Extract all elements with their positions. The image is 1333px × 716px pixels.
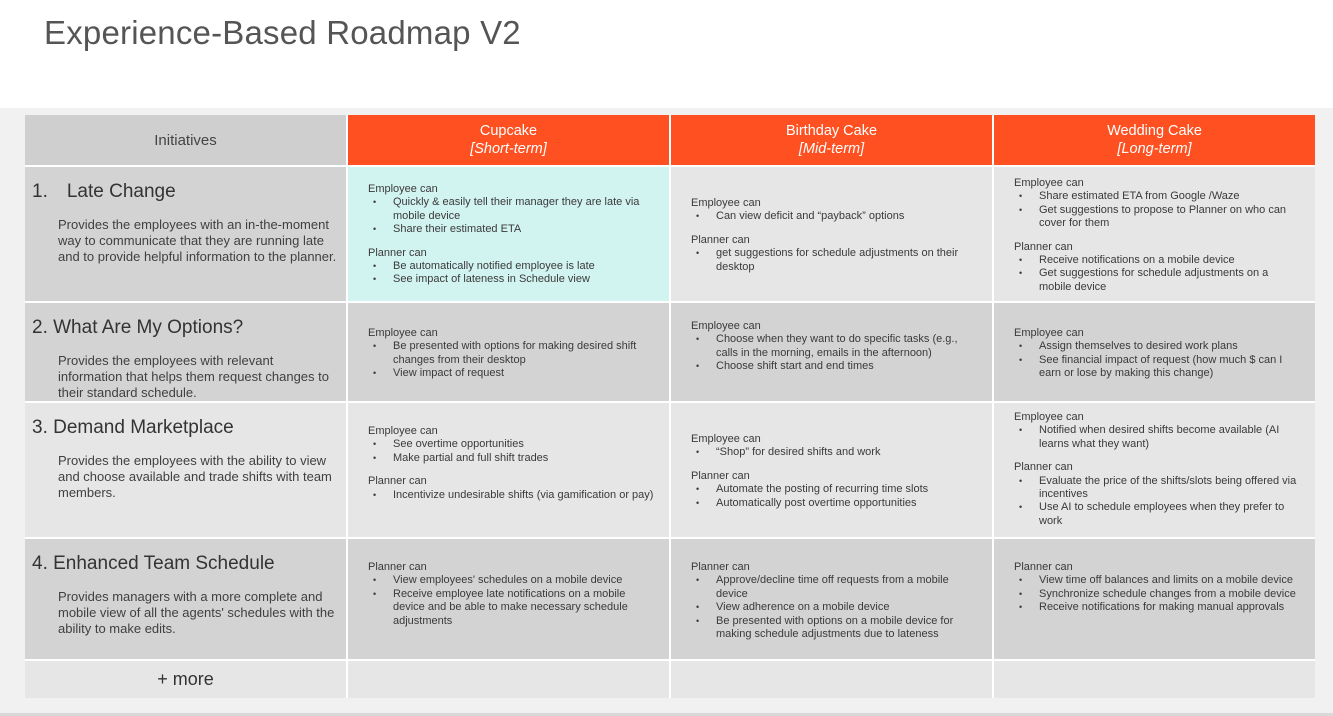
group-heading: Planner can bbox=[691, 561, 750, 573]
roadmap-cell bbox=[671, 167, 992, 301]
capability-list bbox=[368, 340, 657, 380]
group-heading: Planner can bbox=[368, 246, 427, 259]
capability-item: • Receive employee late notifications on a mobile device and be able to make necessary schedule adjustments bbox=[368, 588, 657, 628]
capability-group bbox=[1014, 327, 1303, 381]
header-birthday-cake bbox=[671, 115, 992, 165]
roadmap-cell bbox=[348, 167, 669, 301]
capability-item: • Receive notifications for making manual approvals bbox=[1014, 601, 1303, 614]
capability-list bbox=[691, 210, 980, 223]
group-heading: Employee can bbox=[368, 183, 438, 195]
group-heading: Planner can bbox=[1014, 561, 1073, 573]
initiative-cell bbox=[25, 167, 346, 301]
header-term: [Mid-term] bbox=[798, 141, 865, 157]
roadmap-cell bbox=[994, 303, 1315, 401]
capability-item: • Be presented with options for making desired shift changes from their desktop bbox=[368, 340, 657, 367]
capability-item: • Share estimated ETA from Google /Waze bbox=[1014, 190, 1303, 203]
group-heading: Planner can bbox=[368, 561, 427, 573]
group-heading: Planner can bbox=[368, 475, 427, 488]
capability-item: • Be presented with options on a mobile device for making schedule adjustments due to lateness bbox=[691, 615, 980, 642]
initiative-description: Provides managers with a more complete and mobile view of all the agents' schedules with the ability to make edits. bbox=[58, 589, 335, 636]
capability-group bbox=[1014, 177, 1303, 231]
capability-list bbox=[368, 196, 657, 236]
group-heading: Employee can bbox=[691, 197, 761, 209]
group-heading: Employee can bbox=[368, 327, 438, 339]
roadmap-cell bbox=[994, 539, 1315, 659]
capability-item: • Approve/decline time off requests from a mobile device bbox=[691, 574, 980, 601]
capability-item: • Automatically post overtime opportunities bbox=[691, 497, 980, 510]
capability-item: • Use AI to schedule employees when they prefer to work bbox=[1014, 501, 1303, 528]
capability-list bbox=[368, 438, 657, 465]
initiative-description: Provides the employees with relevant information that helps them request changes to their standard schedule. bbox=[58, 353, 329, 400]
header-term: [Long-term] bbox=[1117, 141, 1192, 157]
capability-item: • “Shop” for desired shifts and work bbox=[691, 446, 980, 459]
capability-item: • See financial impact of request (how much $ can I earn or lose by making this change) bbox=[1014, 354, 1303, 381]
capability-group bbox=[1014, 561, 1303, 615]
capability-group bbox=[368, 425, 657, 465]
capability-item: • Be automatically notified employee is late bbox=[368, 260, 657, 273]
capability-list bbox=[1014, 574, 1303, 614]
capability-item: • Synchronize schedule changes from a mobile device bbox=[1014, 588, 1303, 601]
capability-item: • Choose when they want to do specific tasks (e.g., calls in the morning, emails in the afternoon) bbox=[691, 333, 980, 360]
capability-item: • get suggestions for schedule adjustments on their desktop bbox=[691, 247, 980, 274]
empty-cell bbox=[671, 661, 992, 698]
capability-item: • View time off balances and limits on a mobile device bbox=[1014, 574, 1303, 587]
initiative-cell bbox=[25, 303, 346, 401]
more-link[interactable]: + more bbox=[25, 661, 346, 698]
roadmap-cell bbox=[348, 303, 669, 401]
initiative-description: Provides the employees with an in-the-moment way to communicate that they are running late and to provide helpful information to the planner. bbox=[58, 217, 337, 264]
roadmap-table bbox=[25, 115, 1315, 698]
group-heading: Employee can bbox=[691, 320, 761, 332]
capability-item: • View impact of request bbox=[368, 367, 657, 380]
capability-item: • Get suggestions to propose to Planner on who can cover for them bbox=[1014, 204, 1303, 231]
capability-item: • Evaluate the price of the shifts/slots being offered via incentives bbox=[1014, 475, 1303, 502]
capability-group bbox=[691, 197, 980, 224]
roadmap-cell bbox=[671, 303, 992, 401]
capability-group bbox=[1014, 241, 1303, 295]
initiative-description: Provides the employees with the ability to view and choose available and trade shifts with team members. bbox=[58, 453, 332, 500]
capability-group bbox=[368, 475, 657, 502]
capability-item: • Share their estimated ETA bbox=[368, 223, 657, 236]
capability-item: • Choose shift start and end times bbox=[691, 360, 980, 373]
capability-list bbox=[1014, 190, 1303, 230]
initiative-name: 3. Demand Marketplace bbox=[32, 417, 234, 438]
header-wedding-cake bbox=[994, 115, 1315, 165]
capability-item: • Get suggestions for schedule adjustments on a mobile device bbox=[1014, 267, 1303, 294]
capability-list bbox=[1014, 424, 1303, 451]
group-heading: Planner can bbox=[691, 233, 750, 246]
capability-group bbox=[368, 183, 657, 237]
group-heading: Employee can bbox=[691, 433, 761, 445]
capability-item: • Assign themselves to desired work plans bbox=[1014, 340, 1303, 353]
capability-list bbox=[691, 247, 980, 274]
group-heading: Planner can bbox=[1014, 461, 1073, 474]
capability-list bbox=[691, 574, 980, 641]
capability-list bbox=[368, 260, 657, 287]
capability-item: • See impact of lateness in Schedule view bbox=[368, 273, 657, 286]
capability-item: • Receive notifications on a mobile device bbox=[1014, 254, 1303, 267]
roadmap-cell bbox=[671, 539, 992, 659]
capability-list bbox=[691, 333, 980, 373]
capability-item: • Make partial and full shift trades bbox=[368, 452, 657, 465]
capability-item: • View adherence on a mobile device bbox=[691, 601, 980, 614]
initiative-name: 2. What Are My Options? bbox=[32, 317, 244, 338]
capability-list bbox=[691, 446, 980, 459]
capability-item: • See overtime opportunities bbox=[368, 438, 657, 451]
capability-group bbox=[691, 470, 980, 510]
capability-group bbox=[691, 234, 980, 274]
group-heading: Employee can bbox=[368, 425, 438, 437]
group-heading: Planner can bbox=[691, 469, 750, 482]
page-title: Experience-Based Roadmap V2 bbox=[44, 14, 521, 51]
roadmap-cell bbox=[348, 403, 669, 537]
empty-cell bbox=[348, 661, 669, 698]
roadmap-cell bbox=[348, 539, 669, 659]
capability-item: • Quickly & easily tell their manager they are late via mobile device bbox=[368, 196, 657, 223]
capability-group bbox=[368, 247, 657, 287]
capability-item: • Notified when desired shifts become available (AI learns what they want) bbox=[1014, 424, 1303, 451]
header-initiatives: Initiatives bbox=[25, 115, 346, 165]
header-name: Birthday Cake bbox=[785, 123, 878, 139]
capability-group bbox=[691, 320, 980, 374]
capability-group bbox=[1014, 411, 1303, 451]
capability-list bbox=[691, 483, 980, 510]
capability-list bbox=[368, 574, 657, 628]
initiative-cell bbox=[25, 539, 346, 659]
group-heading: Employee can bbox=[1014, 411, 1084, 423]
roadmap-cell bbox=[994, 167, 1315, 301]
capability-group bbox=[368, 561, 657, 628]
capability-item: • Can view deficit and “payback” options bbox=[691, 210, 980, 223]
initiative-cell bbox=[25, 403, 346, 537]
initiative-name: 1. Late Change bbox=[32, 181, 176, 202]
capability-group bbox=[1014, 461, 1303, 528]
capability-list bbox=[368, 489, 657, 502]
capability-list bbox=[1014, 254, 1303, 294]
capability-list bbox=[1014, 340, 1303, 380]
group-heading: Employee can bbox=[1014, 327, 1084, 339]
capability-group bbox=[691, 433, 980, 460]
header-name: Cupcake bbox=[479, 123, 538, 139]
capability-item: • Incentivize undesirable shifts (via gamification or pay) bbox=[368, 489, 657, 502]
header-cupcake bbox=[348, 115, 669, 165]
capability-item: • Automate the posting of recurring time slots bbox=[691, 483, 980, 496]
group-heading: Employee can bbox=[1014, 177, 1084, 189]
roadmap-cell bbox=[671, 403, 992, 537]
empty-cell bbox=[994, 661, 1315, 698]
capability-list bbox=[1014, 475, 1303, 529]
roadmap-cell bbox=[994, 403, 1315, 537]
capability-group bbox=[691, 561, 980, 641]
header-name: Wedding Cake bbox=[1107, 123, 1202, 139]
header-term: [Short-term] bbox=[470, 141, 547, 157]
capability-group bbox=[368, 327, 657, 381]
initiative-name: 4. Enhanced Team Schedule bbox=[32, 553, 275, 574]
capability-item: • View employees' schedules on a mobile device bbox=[368, 574, 657, 587]
group-heading: Planner can bbox=[1014, 240, 1073, 253]
